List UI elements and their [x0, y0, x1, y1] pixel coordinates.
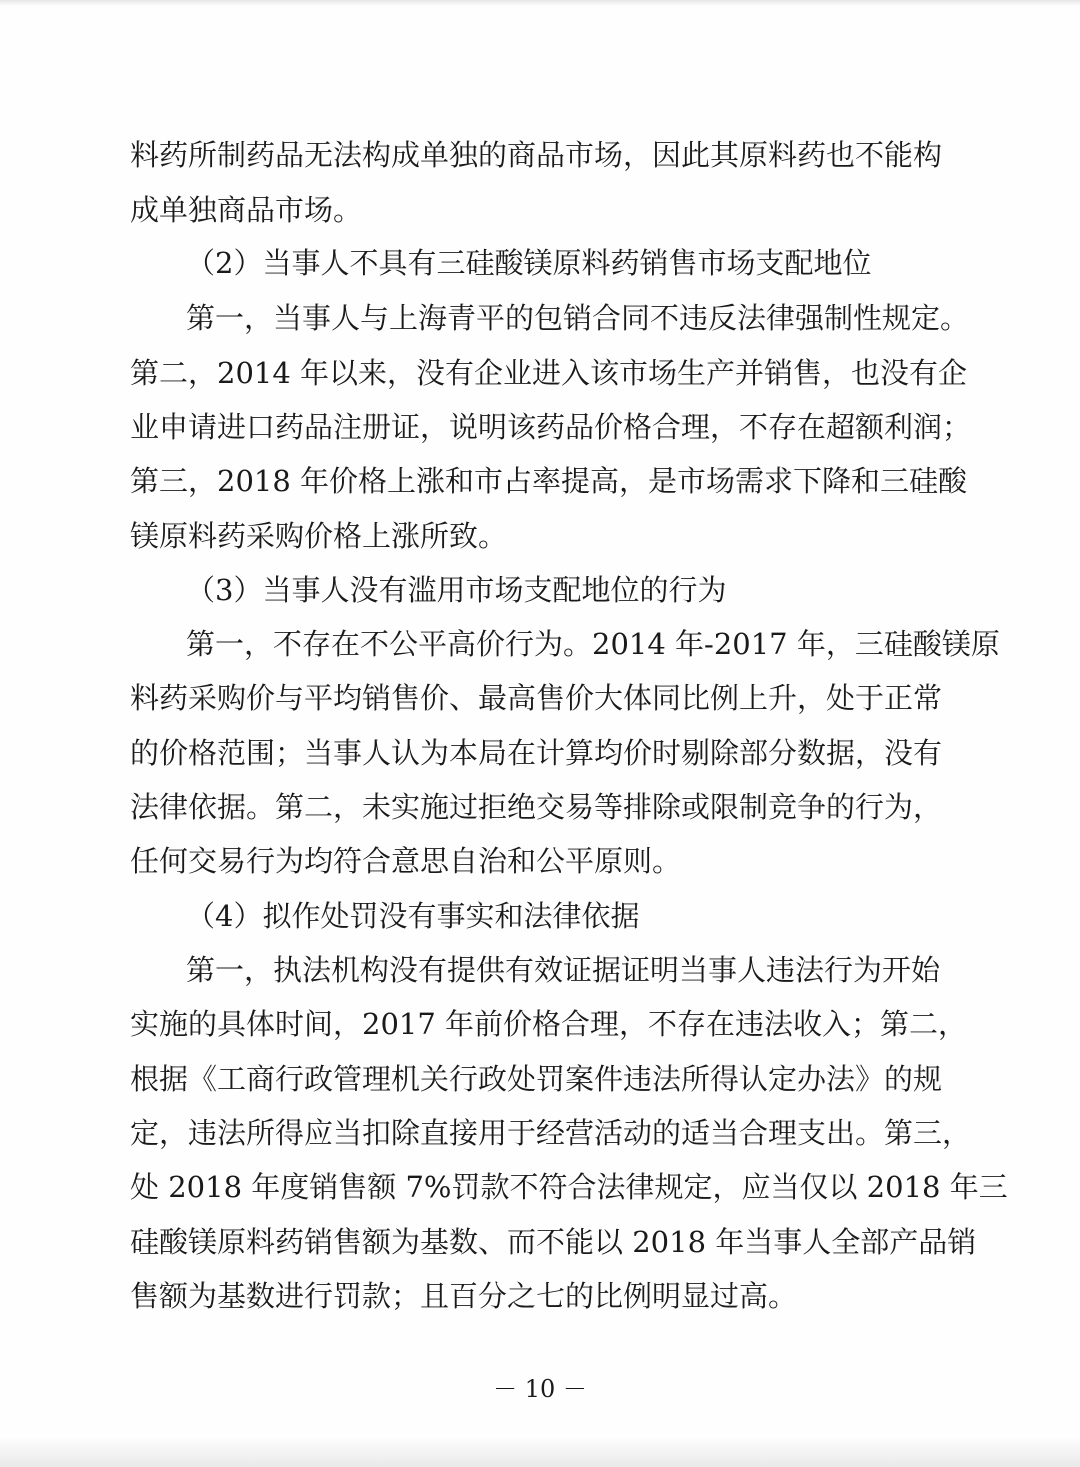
section-heading-3: （3）当事人没有滥用市场支配地位的行为 — [186, 573, 727, 607]
page-number: － 10 － — [493, 1375, 587, 1403]
body-line: 第一，执法机构没有提供有效证据证明当事人违法行为开始 — [186, 953, 941, 987]
body-line: 业申请进口药品注册证，说明该药品价格合理，不存在超额利润； — [130, 410, 972, 444]
body-line: 售额为基数进行罚款；且百分之七的比例明显过高。 — [130, 1279, 798, 1313]
section-heading-2: （2）当事人不具有三硅酸镁原料药销售市场支配地位 — [186, 246, 872, 280]
body-line: 实施的具体时间，2017 年前价格合理，不存在违法收入；第二， — [130, 1007, 968, 1041]
body-line: 定，违法所得应当扣除直接用于经营活动的适当合理支出。第三， — [130, 1116, 972, 1150]
body-line: 第二，2014 年以来，没有企业进入该市场生产并销售，也没有企 — [130, 356, 968, 390]
body-line: 料药所制药品无法构成单独的商品市场，因此其原料药也不能构 — [130, 138, 943, 172]
body-line: 根据《工商行政管理机关行政处罚案件违法所得认定办法》的规 — [130, 1062, 943, 1096]
body-line: 第一，当事人与上海青平的包销合同不违反法律强制性规定。 — [186, 301, 970, 335]
body-line: 法律依据。第二，未实施过拒绝交易等排除或限制竞争的行为， — [130, 790, 943, 824]
section-heading-4: （4）拟作处罚没有事实和法律依据 — [186, 899, 640, 933]
body-line: 第三，2018 年价格上涨和市占率提高，是市场需求下降和三硅酸 — [130, 464, 968, 498]
body-line: 的价格范围；当事人认为本局在计算均价时剔除部分数据，没有 — [130, 736, 943, 770]
body-line: 料药采购价与平均销售价、最高售价大体同比例上升，处于正常 — [130, 681, 943, 715]
scan-top-edge — [0, 0, 1080, 6]
body-line: 第一，不存在不公平高价行为。2014 年-2017 年，三硅酸镁原 — [186, 627, 1000, 661]
body-line: 任何交易行为均符合意思自治和公平原则。 — [130, 844, 682, 878]
body-line: 处 2018 年度销售额 7%罚款不符合法律规定，应当仅以 2018 年三 — [130, 1170, 1008, 1204]
scan-bottom-edge — [0, 1437, 1080, 1467]
body-line: 硅酸镁原料药销售额为基数、而不能以 2018 年当事人全部产品销 — [130, 1225, 977, 1259]
body-line: 成单独商品市场。 — [130, 193, 363, 227]
body-line: 镁原料药采购价格上涨所致。 — [130, 519, 508, 553]
